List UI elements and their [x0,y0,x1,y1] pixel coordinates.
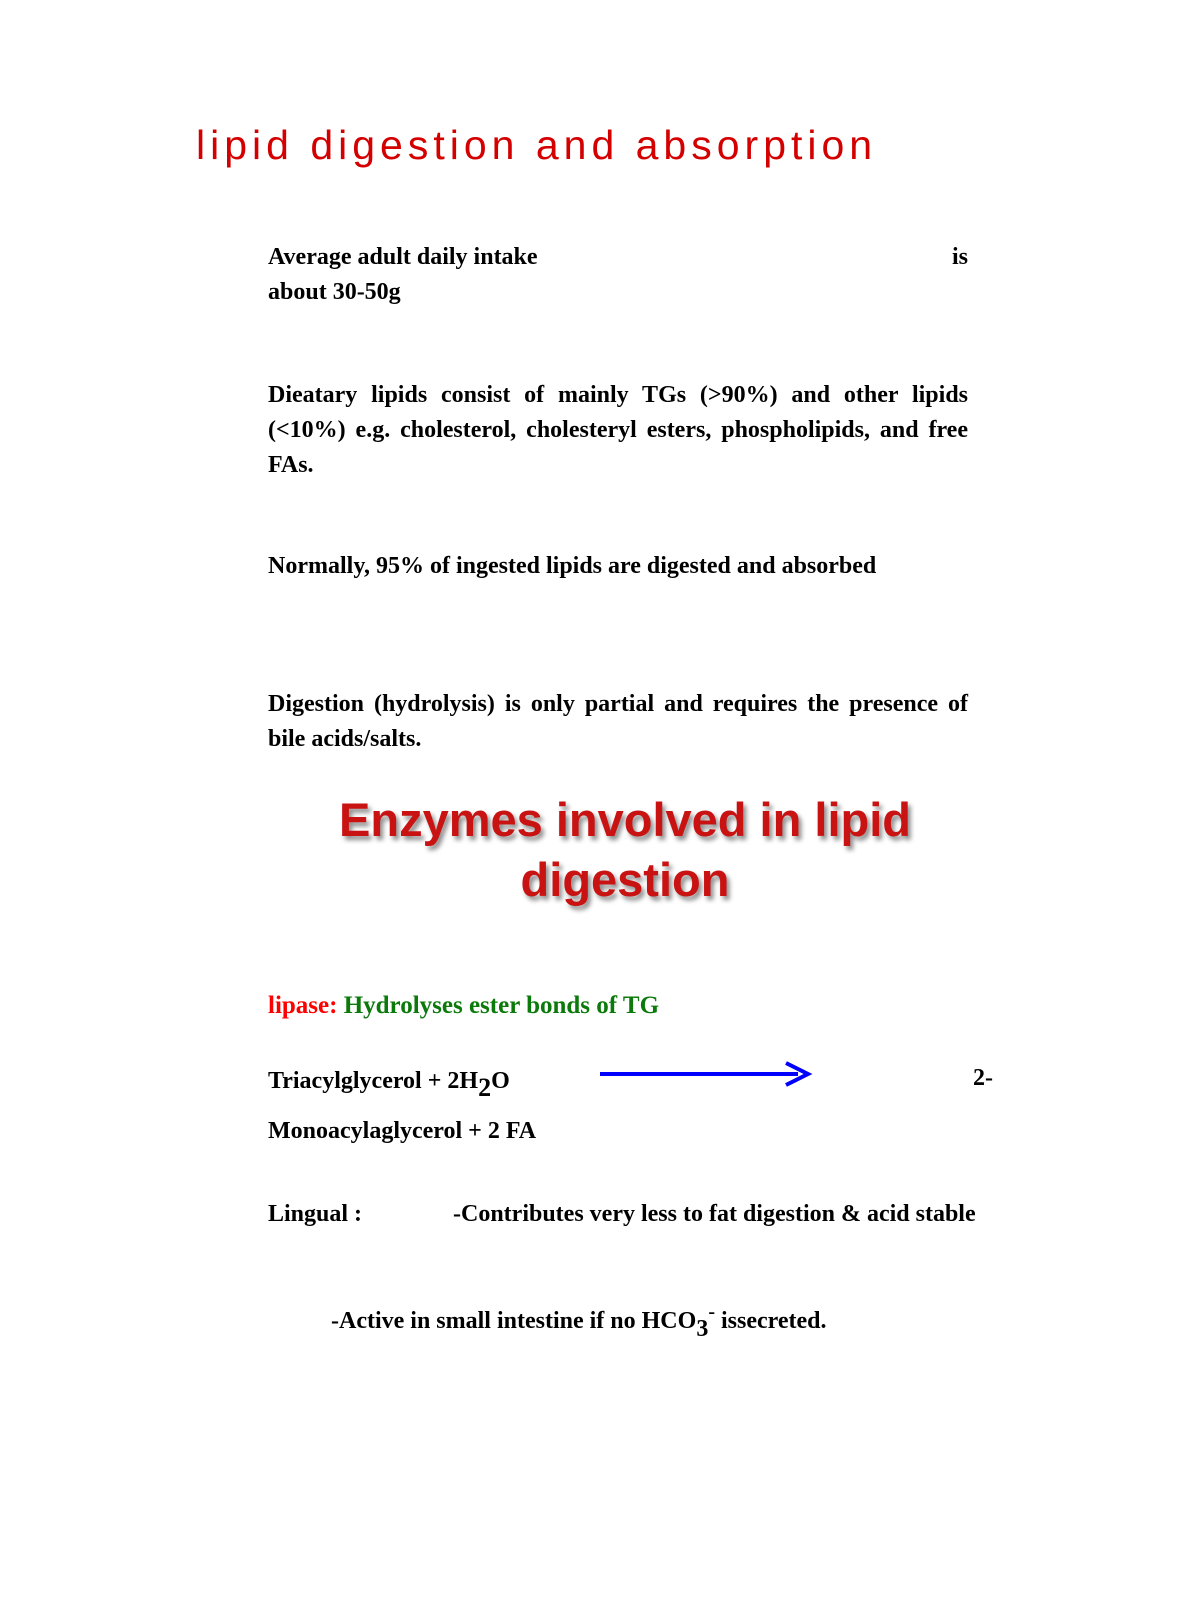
intake-text: Average adult daily intake [268,244,538,270]
digested-paragraph: Normally, 95% of ingested lipids are digested and absorbed [268,553,877,579]
reactant-text: Triacylglycerol + 2H [268,1068,479,1094]
reaction-product: Monoacylaglycerol + 2 FA [268,1118,537,1144]
reaction-equation [268,1065,993,1105]
active-note [331,1301,827,1342]
reaction-arrow-icon [598,1059,813,1089]
bicarbonate-charge: - [708,1301,715,1323]
intake-amount: about 30-50g [268,279,401,305]
lingual-lipase-note [268,1196,1028,1232]
lingual-label: Lingual : [268,1201,363,1227]
lipase-definition [268,992,659,1020]
hydrolysis-paragraph: Digestion (hydrolysis) is only partial and requires the presence of bile acids/salts. [268,691,968,752]
intake-is: is [951,244,968,270]
product-prefix: 2- [973,1065,993,1091]
reaction-reactant [268,1065,510,1102]
water-subscript: 2 [478,1073,492,1102]
section-heading: Enzymes involved in lipid digestion [339,793,911,906]
lipase-label: lipase: [268,992,338,1019]
active-note-suffix: issecreted. [714,1308,827,1334]
composition-paragraph: Dieatary lipids consist of mainly TGs (>90%) and other lipids (<10%) e.g. cholesterol, cholesteryl esters, phospholipids, and free FAs. [268,382,968,478]
page-title: lipid digestion and absorption [196,122,878,168]
water-tail: O [491,1068,510,1094]
active-note-prefix: -Active in small intestine if no HCO [331,1308,697,1334]
lipase-description: Hydrolyses ester bonds of TG [343,992,660,1019]
intake-paragraph [268,240,968,310]
lingual-description: -Contributes very less to fat digestion & acid stable [453,1201,976,1227]
bicarbonate-subscript: 3 [696,1316,709,1342]
